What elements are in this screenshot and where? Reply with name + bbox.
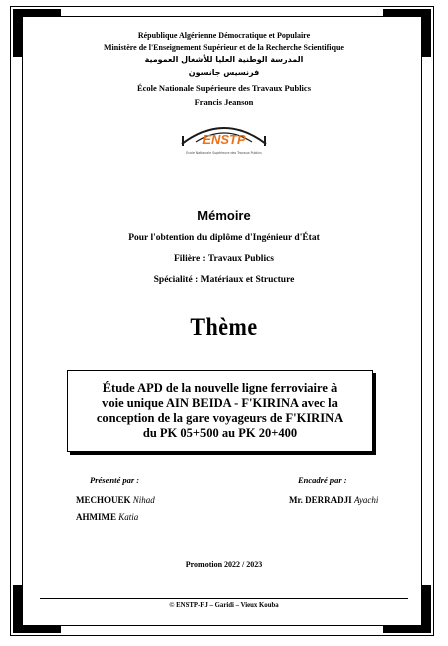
- specialite: Spécialité : Matériaux et Structure: [153, 275, 295, 285]
- corner-ornament: [13, 626, 61, 633]
- document-type: Mémoire: [197, 208, 251, 223]
- title-line: du PK 05+500 au PK 20+400: [142, 426, 298, 440]
- thesis-title: [91, 381, 349, 441]
- supervisor-prefix: Mr.: [289, 495, 303, 505]
- presented-by-label: Présenté par :: [90, 475, 140, 485]
- title-line: Étude APD de la nouvelle ligne ferroviaire à: [102, 381, 338, 395]
- logo-text: ENSTP: [202, 132, 246, 147]
- supervisor-first-name: Ayachi: [353, 495, 379, 505]
- student-name: [76, 495, 155, 505]
- student-first-name: Nihad: [132, 495, 155, 505]
- footer-divider: [40, 598, 408, 599]
- supervised-by-label: Encadré par :: [298, 475, 347, 485]
- arabic-school-heading: المدرسة الوطنية العليا للأشغال العمومية: [144, 55, 304, 64]
- supervisor-name: [289, 495, 378, 505]
- ministry-heading: Ministère de l'Enseignement Supérieur et de la Recherche Scientifique: [104, 43, 344, 52]
- enstp-logo: [168, 118, 280, 160]
- thesis-title-box: [67, 370, 373, 452]
- promotion: Promotion 2022 / 2023: [185, 560, 263, 569]
- republic-heading: République Algérienne Démocratique et Populaire: [137, 31, 311, 40]
- supervisor-last-name: DERRADJI: [305, 495, 352, 505]
- corner-ornament: [383, 626, 431, 633]
- theme-heading: Thème: [190, 312, 258, 341]
- student-last-name: AHMIME: [76, 512, 116, 522]
- student-name: [76, 512, 138, 522]
- student-last-name: MECHOUEK: [76, 495, 131, 505]
- title-line: voie unique AIN BEIDA - F'KIRINA avec la: [102, 396, 338, 410]
- student-first-name: Katia: [118, 512, 139, 522]
- corner-ornament: [383, 9, 431, 16]
- filiere: Filière : Travaux Publics: [173, 254, 274, 264]
- school-heading: École Nationale Supérieure des Travaux Publics: [136, 83, 312, 93]
- corner-ornament: [13, 9, 61, 16]
- logo-subtext: Ecole Nationale Supérieure des Travaux Publics: [186, 151, 262, 155]
- diploma-purpose: Pour l'obtention du diplôme d'Ingénieur d'État: [128, 233, 320, 243]
- title-line: conception de la gare voyageurs de F'KIRINA: [96, 411, 344, 425]
- arabic-name-heading: فرنسيس جانسون: [188, 68, 260, 77]
- footer-text: © ENSTP-FJ – Garidi – Vieux Kouba: [169, 602, 279, 609]
- school-name-heading: Francis Jeanson: [194, 97, 254, 107]
